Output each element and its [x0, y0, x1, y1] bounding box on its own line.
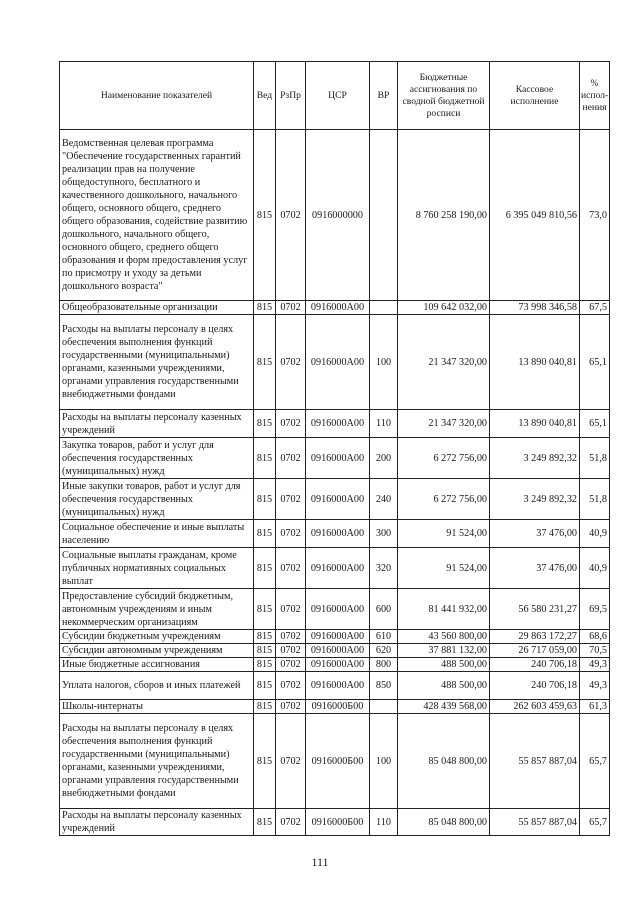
row-name: Субсидии автономным учреждениям	[60, 644, 254, 658]
row-csr: 0916000A00	[306, 438, 370, 479]
table-row	[60, 700, 610, 714]
row-name: Общеобразовательные организации	[60, 301, 254, 315]
row-rzpr: 0702	[276, 130, 306, 301]
row-rzpr: 0702	[276, 301, 306, 315]
header-cash: Кассовое исполнение	[490, 62, 580, 130]
row-vr: 110	[370, 809, 398, 836]
row-name: Предоставление субсидий бюджетным, автономным учреждениям и иным некоммерческим организациям	[60, 589, 254, 630]
row-csr: 0916000A00	[306, 644, 370, 658]
row-ved: 815	[254, 630, 276, 644]
header-ved: Вед	[254, 62, 276, 130]
table-row	[60, 672, 610, 700]
row-cash: 29 863 172,27	[490, 630, 580, 644]
row-percent: 73,0	[580, 130, 610, 301]
table-row	[60, 658, 610, 672]
table-row	[60, 589, 610, 630]
row-vr	[370, 130, 398, 301]
row-vr: 600	[370, 589, 398, 630]
row-cash: 13 890 040,81	[490, 315, 580, 410]
row-cash: 73 998 346,58	[490, 301, 580, 315]
row-vr: 320	[370, 548, 398, 589]
row-percent: 67,5	[580, 301, 610, 315]
table-row	[60, 809, 610, 836]
row-cash: 6 395 049 810,56	[490, 130, 580, 301]
row-csr: 0916000A00	[306, 672, 370, 700]
table-body	[60, 130, 610, 836]
row-name: Социальные выплаты гражданам, кроме публичных нормативных социальных выплат	[60, 548, 254, 589]
row-name: Расходы на выплаты персоналу в целях обеспечения выполнения функций государственными (муниципальными) органами, казенными учреждениями, органами управления государственными внебюджетными фондами	[60, 714, 254, 809]
row-percent: 68,6	[580, 630, 610, 644]
row-budget: 488 500,00	[398, 672, 490, 700]
row-ved: 815	[254, 479, 276, 520]
row-vr: 300	[370, 520, 398, 548]
row-budget: 81 441 932,00	[398, 589, 490, 630]
row-percent: 65,1	[580, 315, 610, 410]
row-name: Закупка товаров, работ и услуг для обеспечения государственных (муниципальных) нужд	[60, 438, 254, 479]
row-rzpr: 0702	[276, 809, 306, 836]
row-rzpr: 0702	[276, 520, 306, 548]
row-vr: 620	[370, 644, 398, 658]
row-ved: 815	[254, 520, 276, 548]
table-row	[60, 410, 610, 438]
row-ved: 815	[254, 714, 276, 809]
row-percent: 40,9	[580, 520, 610, 548]
row-vr: 850	[370, 672, 398, 700]
row-csr: 0916000000	[306, 130, 370, 301]
row-ved: 815	[254, 438, 276, 479]
header-rzpr: РзПр	[276, 62, 306, 130]
row-csr: 0916000A00	[306, 301, 370, 315]
row-vr: 800	[370, 658, 398, 672]
row-budget: 43 560 800,00	[398, 630, 490, 644]
row-budget: 6 272 756,00	[398, 438, 490, 479]
row-budget: 91 524,00	[398, 520, 490, 548]
page-number: 111	[311, 855, 329, 869]
row-percent: 61,3	[580, 700, 610, 714]
row-vr	[370, 700, 398, 714]
row-vr: 200	[370, 438, 398, 479]
row-csr: 0916000A00	[306, 658, 370, 672]
table-row	[60, 548, 610, 589]
row-ved: 815	[254, 315, 276, 410]
row-cash: 3 249 892,32	[490, 479, 580, 520]
row-cash: 55 857 887,04	[490, 809, 580, 836]
row-cash: 262 603 459,63	[490, 700, 580, 714]
row-csr: 0916000A00	[306, 520, 370, 548]
row-vr: 100	[370, 714, 398, 809]
row-rzpr: 0702	[276, 479, 306, 520]
row-rzpr: 0702	[276, 548, 306, 589]
row-cash: 37 476,00	[490, 520, 580, 548]
header-csr: ЦСР	[306, 62, 370, 130]
row-budget: 6 272 756,00	[398, 479, 490, 520]
row-vr: 610	[370, 630, 398, 644]
row-ved: 815	[254, 410, 276, 438]
row-budget: 91 524,00	[398, 548, 490, 589]
row-cash: 240 706,18	[490, 672, 580, 700]
table-row	[60, 301, 610, 315]
row-cash: 37 476,00	[490, 548, 580, 589]
row-ved: 815	[254, 301, 276, 315]
table-row	[60, 714, 610, 809]
row-percent: 65,7	[580, 809, 610, 836]
row-budget: 85 048 800,00	[398, 714, 490, 809]
row-vr: 100	[370, 315, 398, 410]
table-row	[60, 130, 610, 301]
table-row	[60, 520, 610, 548]
table-row	[60, 630, 610, 644]
row-name: Школы-интернаты	[60, 700, 254, 714]
table-row	[60, 438, 610, 479]
header-name: Наименование показателей	[60, 62, 254, 130]
row-percent: 51,8	[580, 479, 610, 520]
table-row	[60, 644, 610, 658]
row-name: Расходы на выплаты персоналу казенных учреждений	[60, 809, 254, 836]
row-rzpr: 0702	[276, 315, 306, 410]
row-rzpr: 0702	[276, 714, 306, 809]
row-ved: 815	[254, 548, 276, 589]
row-percent: 49,3	[580, 672, 610, 700]
row-rzpr: 0702	[276, 630, 306, 644]
row-ved: 815	[254, 130, 276, 301]
row-rzpr: 0702	[276, 589, 306, 630]
row-rzpr: 0702	[276, 658, 306, 672]
row-name: Иные бюджетные ассигнования	[60, 658, 254, 672]
row-name: Субсидии бюджетным учреждениям	[60, 630, 254, 644]
row-budget: 85 048 800,00	[398, 809, 490, 836]
row-percent: 70,5	[580, 644, 610, 658]
row-csr: 0916000Б00	[306, 700, 370, 714]
row-name: Уплата налогов, сборов и иных платежей	[60, 672, 254, 700]
row-ved: 815	[254, 589, 276, 630]
header-percent: % испол-нения	[580, 62, 610, 130]
row-csr: 0916000Б00	[306, 714, 370, 809]
row-name: Социальное обеспечение и иные выплаты населению	[60, 520, 254, 548]
header-vr: ВР	[370, 62, 398, 130]
row-vr	[370, 301, 398, 315]
row-name: Иные закупки товаров, работ и услуг для обеспечения государственных (муниципальных) нужд	[60, 479, 254, 520]
row-csr: 0916000A00	[306, 630, 370, 644]
row-name: Расходы на выплаты персоналу в целях обеспечения выполнения функций государственными (муниципальными) органами, казенными учреждениями, органами управления государственными внебюджетными фондами	[60, 315, 254, 410]
row-ved: 815	[254, 644, 276, 658]
row-vr: 240	[370, 479, 398, 520]
row-vr: 110	[370, 410, 398, 438]
row-percent: 49,3	[580, 658, 610, 672]
row-budget: 488 500,00	[398, 658, 490, 672]
row-ved: 815	[254, 809, 276, 836]
table-row	[60, 315, 610, 410]
row-rzpr: 0702	[276, 672, 306, 700]
row-budget: 21 347 320,00	[398, 315, 490, 410]
row-rzpr: 0702	[276, 700, 306, 714]
row-budget: 109 642 032,00	[398, 301, 490, 315]
row-rzpr: 0702	[276, 438, 306, 479]
row-ved: 815	[254, 672, 276, 700]
row-name: Расходы на выплаты персоналу казенных учреждений	[60, 410, 254, 438]
row-budget: 428 439 568,00	[398, 700, 490, 714]
row-ved: 815	[254, 700, 276, 714]
row-cash: 26 717 059,00	[490, 644, 580, 658]
row-cash: 13 890 040,81	[490, 410, 580, 438]
row-cash: 240 706,18	[490, 658, 580, 672]
header-budget: Бюджетные ассигнования по сводной бюджетной росписи	[398, 62, 490, 130]
row-percent: 65,1	[580, 410, 610, 438]
row-cash: 55 857 887,04	[490, 714, 580, 809]
row-csr: 0916000A00	[306, 548, 370, 589]
row-percent: 65,7	[580, 714, 610, 809]
row-budget: 37 881 132,00	[398, 644, 490, 658]
row-cash: 56 580 231,27	[490, 589, 580, 630]
row-percent: 40,9	[580, 548, 610, 589]
row-csr: 0916000A00	[306, 315, 370, 410]
row-ved: 815	[254, 658, 276, 672]
row-budget: 8 760 258 190,00	[398, 130, 490, 301]
row-percent: 69,5	[580, 589, 610, 630]
budget-execution-table	[59, 61, 610, 836]
row-budget: 21 347 320,00	[398, 410, 490, 438]
row-csr: 0916000A00	[306, 479, 370, 520]
row-csr: 0916000A00	[306, 589, 370, 630]
row-cash: 3 249 892,32	[490, 438, 580, 479]
row-rzpr: 0702	[276, 410, 306, 438]
row-rzpr: 0702	[276, 644, 306, 658]
row-csr: 0916000Б00	[306, 809, 370, 836]
row-percent: 51,8	[580, 438, 610, 479]
row-csr: 0916000A00	[306, 410, 370, 438]
row-name: Ведомственная целевая программа "Обеспечение государственных гарантий реализации прав на получение общедоступного, бесплатного и качественного дошкольного, начального общего, основного общего, среднего общего образования, содействие развитию дошкольного, начального общего, основного общего, среднего общего образования и форм предоставления услуг по присмотру и уходу за детьми дошкольного возраста"	[60, 130, 254, 301]
table-row	[60, 479, 610, 520]
table-header-row	[60, 62, 610, 130]
